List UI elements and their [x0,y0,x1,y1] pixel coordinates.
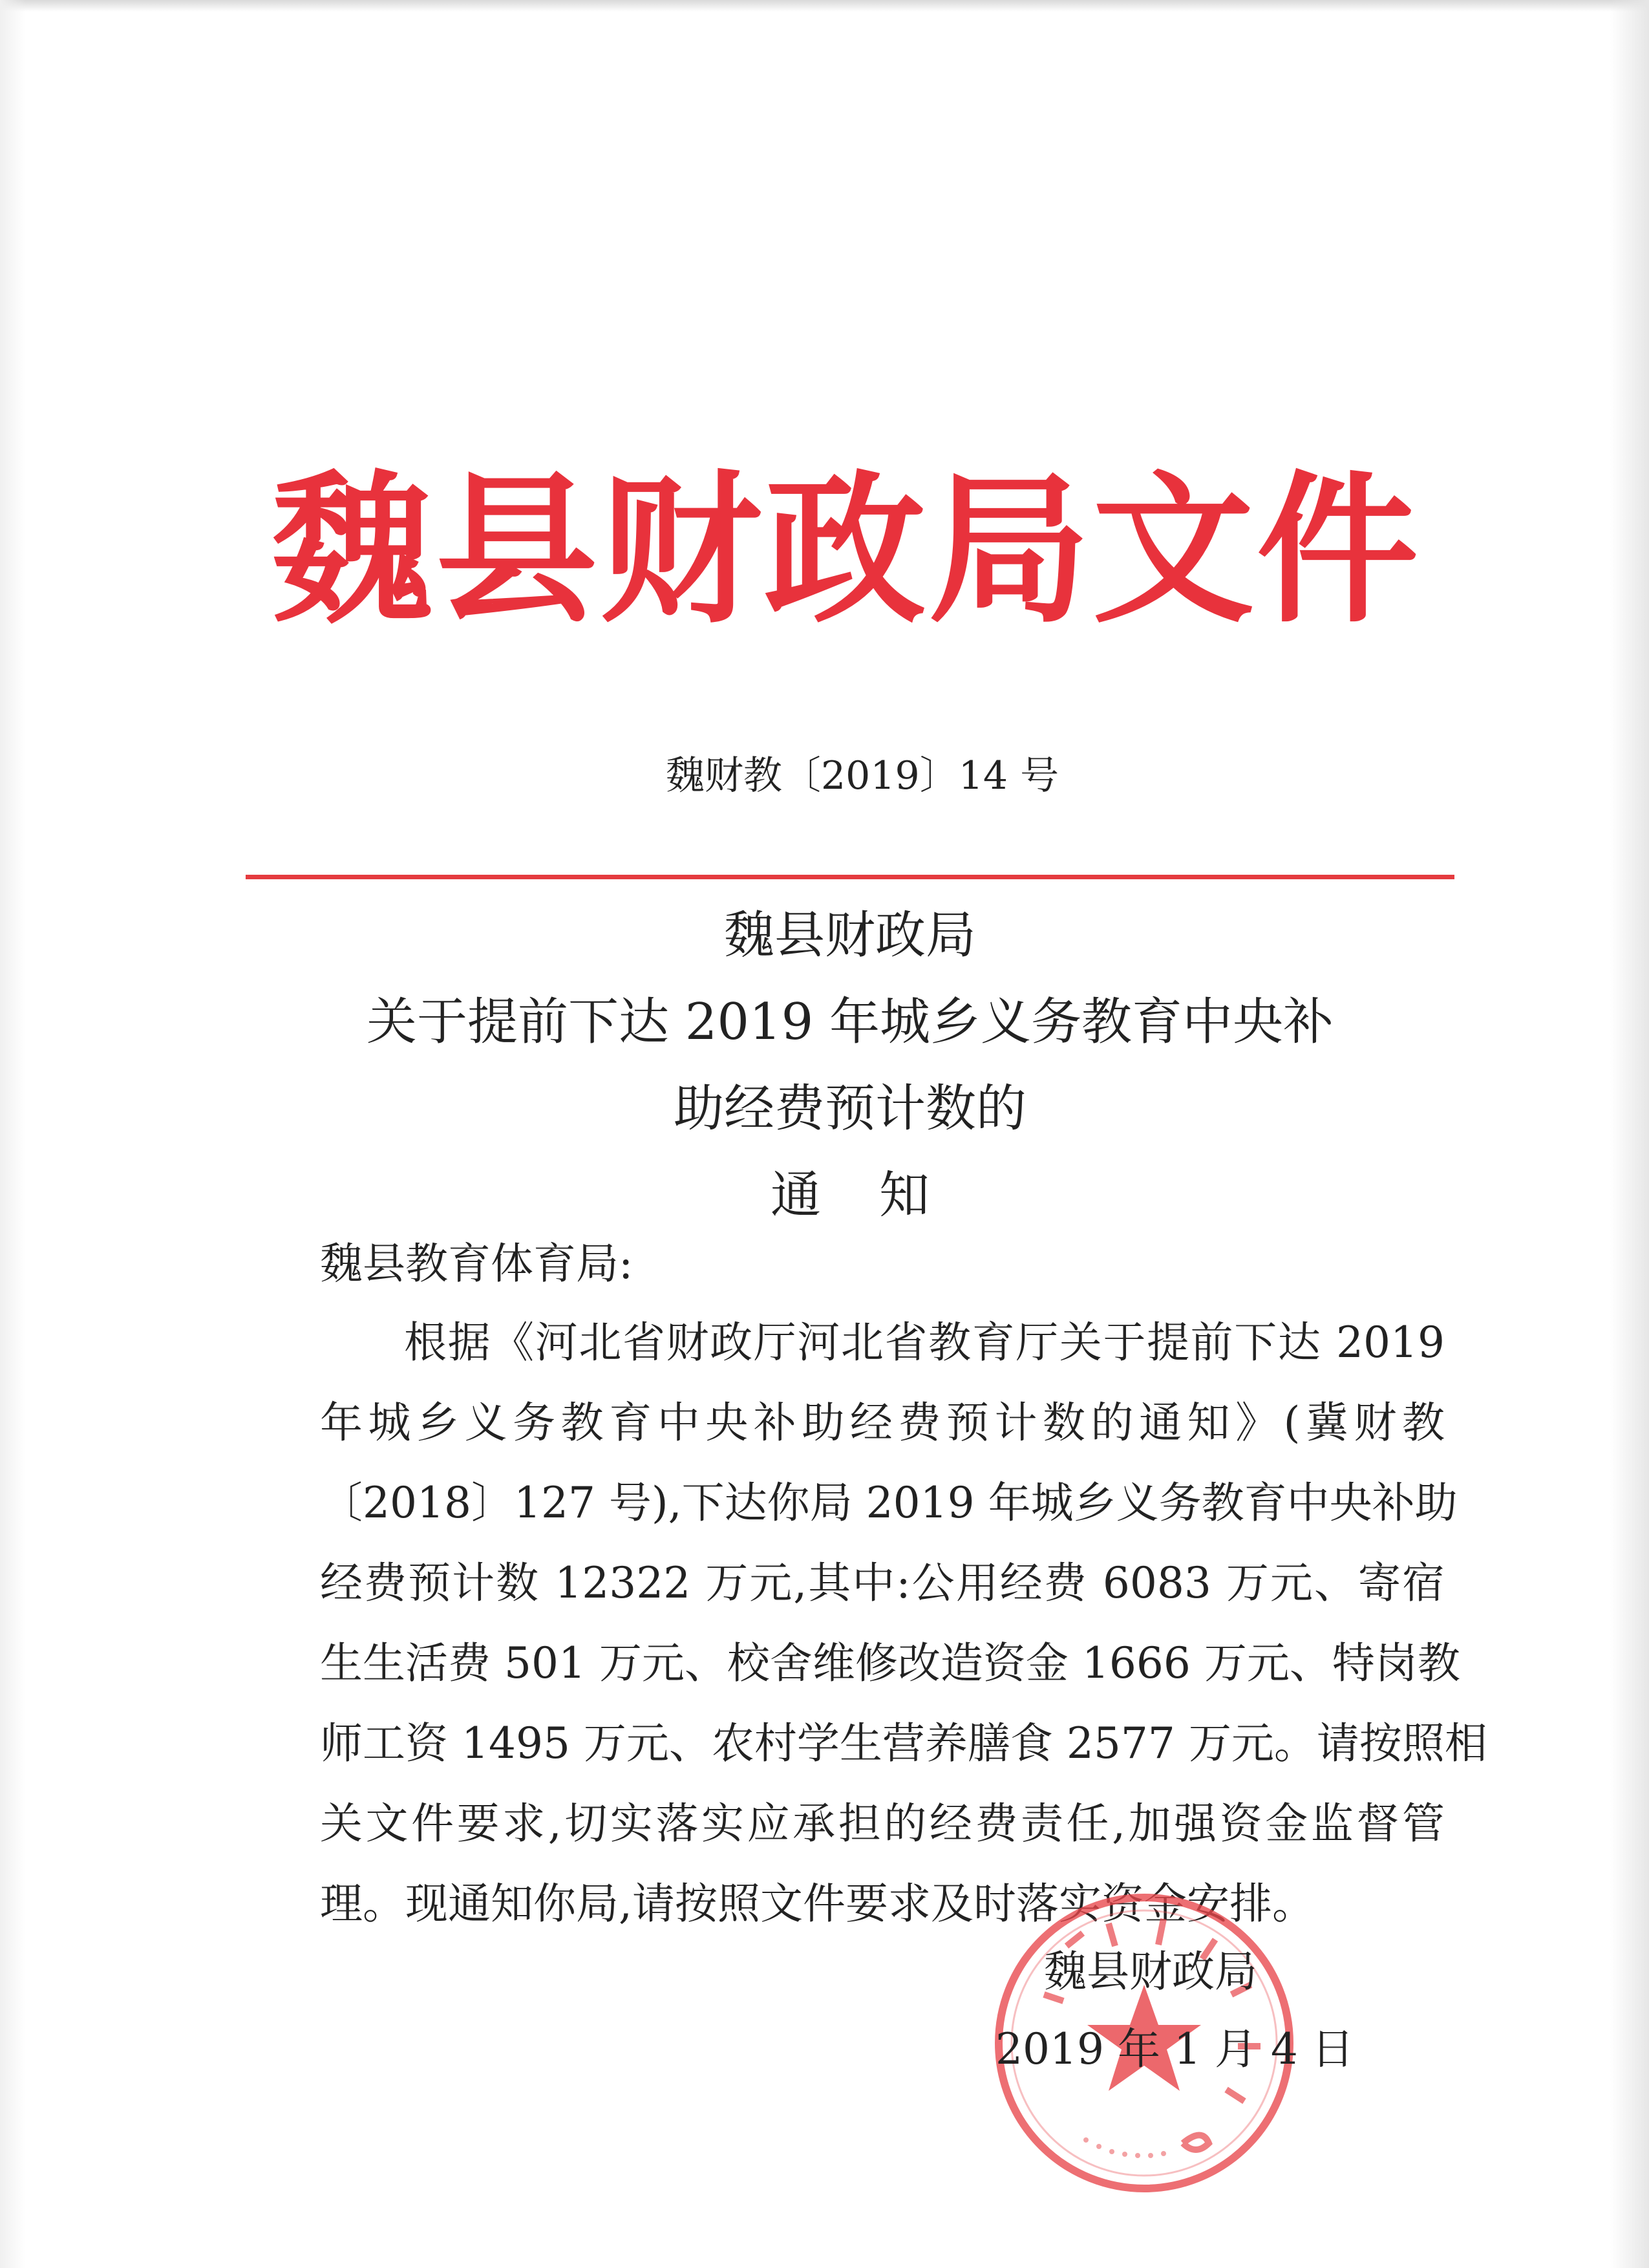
subject-line-notice: 通知 [770,1166,988,1225]
signature-organization: 魏县财政局 [1044,1947,1257,1996]
scan-edge-top [0,0,1649,12]
body-line: 根据《河北省财政厅河北省教育厅关于提前下达 2019 [404,1318,1445,1367]
subject-line-topic-cont: 助经费预计数的 [673,1080,1027,1138]
letter-addressee: 魏县教育体育局: [320,1239,633,1289]
body-line: 〔2018〕127 号),下达你局 2019 年城乡义务教育中央补助 [320,1478,1458,1528]
body-line: 关文件要求,切实落实应承担的经费责任,加强资金监督管 [320,1799,1445,1848]
body-line: 理。现通知你局,请按照文件要求及时落实资金安排。 [320,1879,1315,1929]
document-subject [246,892,1454,1239]
letter-body [320,1303,1487,1944]
body-line: 生生活费 501 万元、校舍维修改造资金 1666 万元、特岗教 [320,1638,1460,1688]
signature-date: 2019 年 1 月 4 日 [995,2024,1354,2074]
red-divider-line [246,875,1454,879]
document-header-title: 魏县财政局文件 [271,455,1421,645]
scan-edge-right [1610,0,1649,2268]
subject-line-issuer: 魏县财政局 [723,906,976,965]
body-line: 年城乡义务教育中央补助经费预计数的通知》(冀财教 [320,1398,1445,1448]
scan-edge-left [0,0,26,2268]
document-number: 魏财教〔2019〕14 号 [666,753,1059,798]
body-line: 经费预计数 12322 万元,其中:公用经费 6083 万元、寄宿 [320,1558,1445,1608]
subject-line-topic: 关于提前下达 2019 年城乡义务教育中央补 [366,993,1334,1051]
body-line: 师工资 1495 万元、农村学生营养膳食 2577 万元。请按照相 [320,1718,1487,1768]
